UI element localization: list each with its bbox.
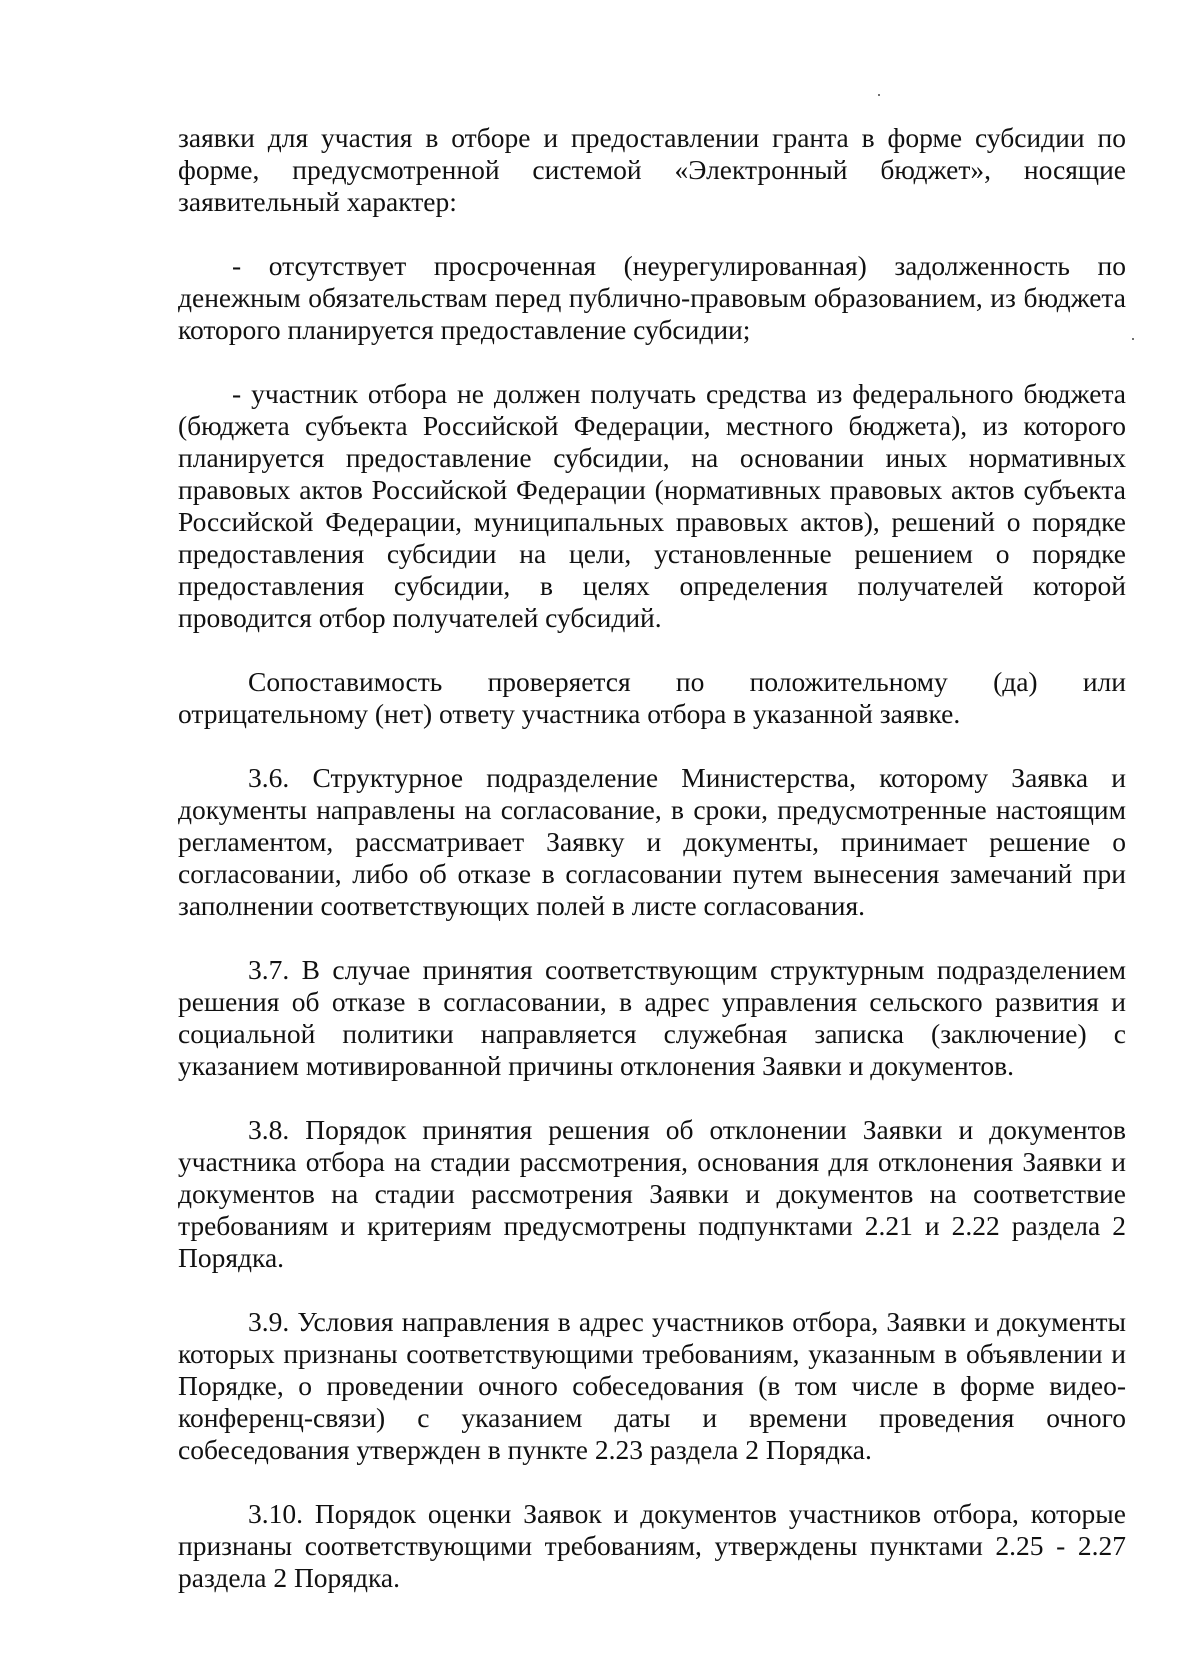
- scan-speck: [878, 94, 880, 96]
- paragraph-section-3-8: 3.8. Порядок принятия решения об отклонении Заявки и документов участника отбора на стадии рассмотрения, основания для отклонения Заявки и документов на стадии рассмотрения Заявки и документов на соответствие требованиям и критериям предусмотрены подпунктами 2.21 и 2.22 раздела 2 Порядка.: [178, 1114, 1126, 1273]
- paragraph-no-overdue-debt: - отсутствует просроченная (неурегулированная) задолженность по денежным обязательствам перед публично-правовым образованием, из бюджета которого планируется предоставление субсидии;: [178, 250, 1126, 345]
- scan-speck: [1132, 338, 1134, 340]
- paragraph-section-3-6: 3.6. Структурное подразделение Министерства, которому Заявка и документы направлены на согласование, в сроки, предусмотренные настоящим регламентом, рассматривает Заявку и документы, принимает решение о согласовании, либо об отказе в согласовании путем вынесения замечаний при заполнении соответствующих полей в листе согласования.: [178, 762, 1126, 921]
- paragraph-application-intro: заявки для участия в отборе и предоставлении гранта в форме субсидии по форме, предусмотренной системой «Электронный бюджет», носящие заявительный характер:: [178, 122, 1126, 217]
- paragraph-no-other-funding: - участник отбора не должен получать средства из федерального бюджета (бюджета субъекта Российской Федерации, местного бюджета), из которого планируется предоставление субсидии, на основании иных нормативных правовых актов Российской Федерации (нормативных правовых актов субъекта Российской Федерации, муниципальных правовых актов), решений о порядке предоставления субсидии на цели, установленные решением о порядке предоставления субсидии, в целях определения получателей которой проводится отбор получателей субсидий.: [178, 378, 1126, 633]
- paragraph-comparability: Сопоставимость проверяется по положительному (да) или отрицательному (нет) ответу участника отбора в указанной заявке.: [178, 666, 1126, 729]
- paragraph-section-3-10: 3.10. Порядок оценки Заявок и документов участников отбора, которые признаны соответствующими требованиям, утверждены пунктами 2.25 - 2.27 раздела 2 Порядка.: [178, 1498, 1126, 1593]
- document-body: [178, 122, 1126, 1594]
- paragraph-section-3-7: 3.7. В случае принятия соответствующим структурным подразделением решения об отказе в согласовании, в адрес управления сельского развития и социальной политики направляется служебная записка (заключение) с указанием мотивированной причины отклонения Заявки и документов.: [178, 954, 1126, 1081]
- paragraph-section-3-9: 3.9. Условия направления в адрес участников отбора, Заявки и документы которых признаны соответствующими требованиям, указанным в объявлении и Порядке, о проведении очного собеседования (в том числе в форме видео-конференц-связи) с указанием даты и времени проведения очного собеседования утвержден в пункте 2.23 раздела 2 Порядка.: [178, 1306, 1126, 1465]
